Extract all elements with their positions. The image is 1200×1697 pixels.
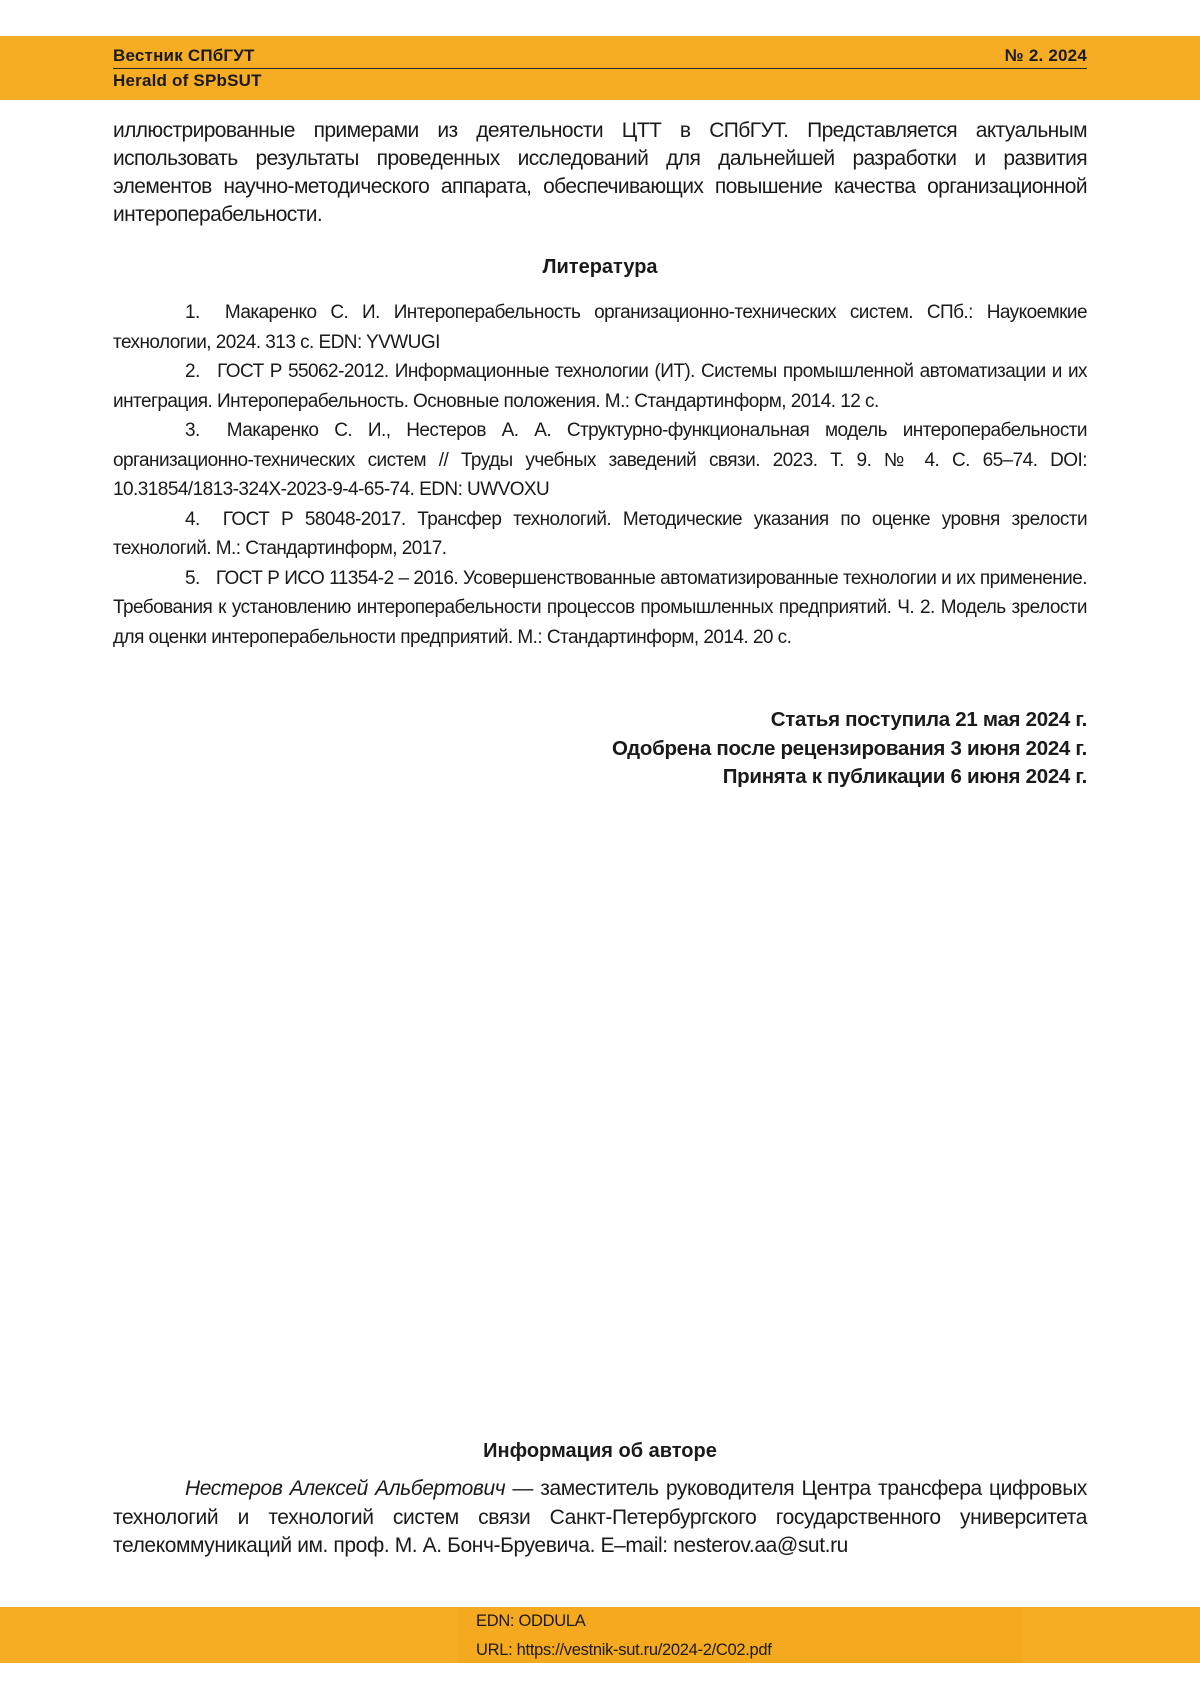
reference-item [113, 357, 1087, 416]
reference-item [113, 564, 1087, 653]
reference-item [113, 416, 1087, 505]
running-header [113, 46, 1087, 94]
author-paragraph [113, 1475, 1087, 1561]
issue-number: № 2. 2024 [1004, 46, 1087, 65]
author-info [113, 1475, 1087, 1561]
date-accepted: Принята к публикации 6 июня 2024 г. [722, 765, 1087, 788]
date-approved: Одобрена после рецензирования 3 июня 2024 г. [612, 736, 1087, 760]
references-heading: Литература [542, 256, 658, 278]
reference-number: 5. [185, 567, 200, 589]
references-list [113, 298, 1087, 652]
footer-edn: EDN: ODDULA [476, 1612, 586, 1630]
author-description: — заместитель руководителя Центра трансфера цифровых технологий и технологий систем связи Санкт-Петербургского государственного университета телекоммуникаций им. проф. М. А. Бонч-Бруевича. E–mail: nesterov.aa@sut.ru [113, 1477, 1087, 1557]
reference-text: Макаренко С. И. Интероперабельность организационно-технических систем. СПб.: Наукоемкие технологии, 2024. 313 с. EDN: YVWUGI [113, 302, 1087, 353]
journal-title-en: Herald of SPbSUT [113, 71, 262, 90]
footer-url-link[interactable]: URL: https://vestnik-sut.ru/2024-2/C02.pdf [476, 1641, 772, 1659]
reference-number: 1. [185, 302, 200, 323]
reference-text: ГОСТ Р ИСО 11354-2 – 2016. Усовершенствованные автоматизированные технологии и их применение. Требования к установлению интероперабельности процессов промышленных предприятий. Ч. 2. Модель зрелости для оценки интероперабельности предприятий. М.: Стандартинформ, 2014. 20 с. [113, 567, 1087, 648]
intro-paragraph: иллюстрированные примерами из деятельности ЦТТ в СПбГУТ. Представляется актуальным использовать результаты проведенных исследований для дальнейшей разработки и развития элементов научно-методического аппарата, обеспечивающих повышение качества организационной интероперабельности. [113, 119, 1087, 226]
reference-number: 4. [185, 508, 200, 530]
reference-text: Макаренко С. И., Нестеров А. А. Структурно-функциональная модель интероперабельности организационно-технических систем // Труды учебных заведений связи. 2023. Т. 9. № 4. С. 65–74. DOI: 10.31854/1813-324X-2023-9-4-65-74. EDN: UWVOXU [113, 420, 1087, 500]
reference-item [113, 298, 1087, 357]
reference-text: ГОСТ Р 58048-2017. Трансфер технологий. Методические указания по оценке уровня зрелости технологий. М.: Стандартинформ, 2017. [113, 508, 1088, 559]
reference-item [113, 505, 1087, 564]
author-name: Нестеров Алексей Альбертович [185, 1477, 506, 1500]
reference-text: ГОСТ Р 55062-2012. Информационные технологии (ИТ). Системы промышленной автоматизации и их интеграция. Интероперабельность. Основные положения. М.: Стандартинформ, 2014. 12 с. [113, 361, 1087, 412]
header-divider [113, 68, 1087, 69]
article-dates [612, 706, 1087, 792]
reference-number: 2. [185, 361, 200, 382]
reference-number: 3. [185, 420, 200, 441]
date-received: Статья поступила 21 мая 2024 г. [770, 708, 1087, 731]
author-info-heading: Информация об авторе [483, 1440, 717, 1462]
journal-title-ru: Вестник СПбГУТ [113, 46, 255, 65]
